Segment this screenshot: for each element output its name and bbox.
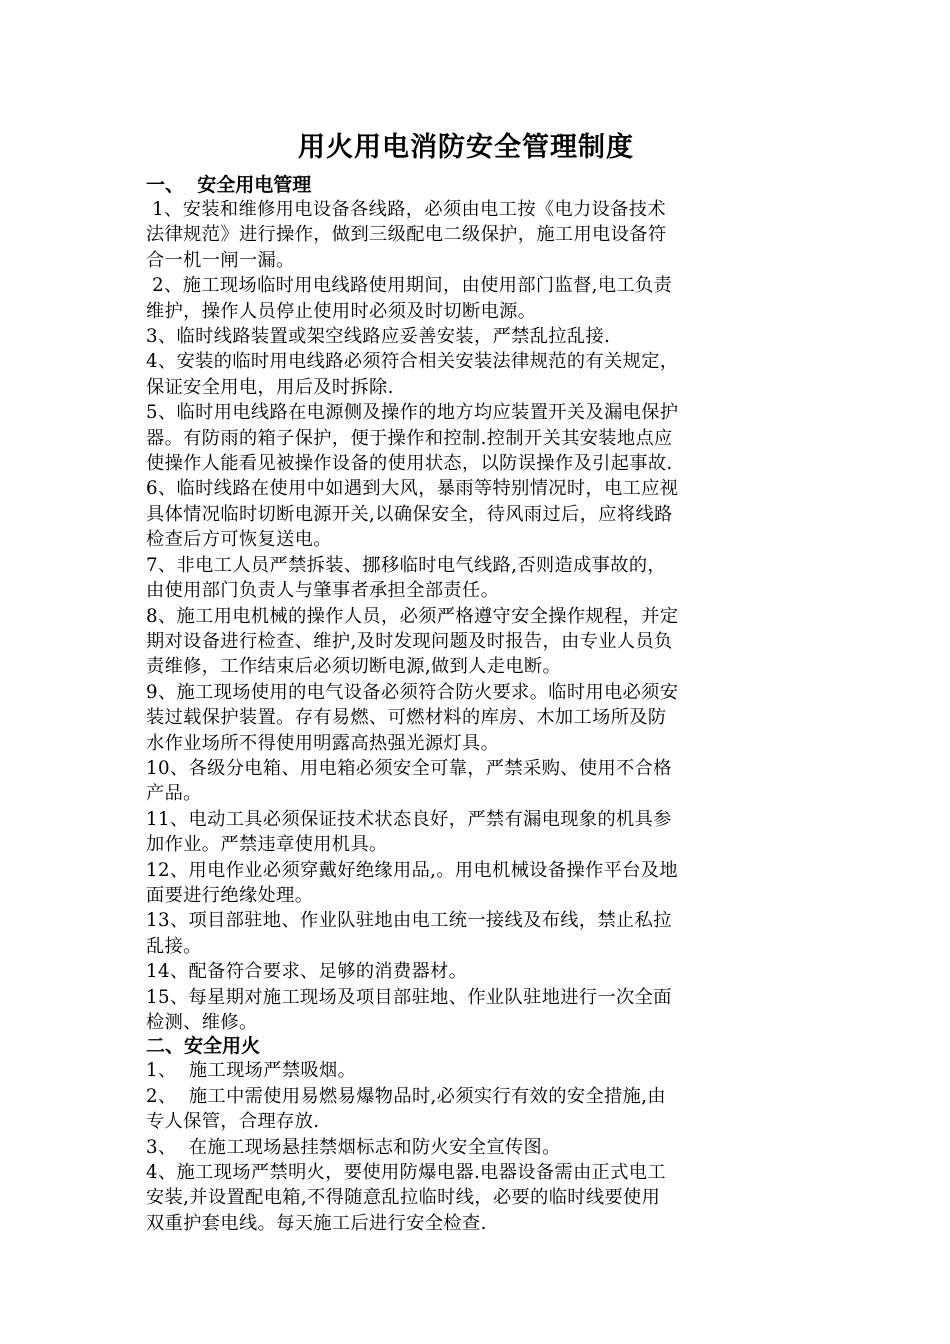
list-item <box>146 476 786 552</box>
list-item <box>146 324 786 349</box>
paragraph-line: 13、项目部驻地、作业队驻地由电工统一接线及布线，禁止私拉 <box>146 910 672 932</box>
paragraph-line: 保证安全用电，用后及时拆除. <box>146 376 394 398</box>
paragraph-line: 2、施工现场临时用电线路使用期间，由使用部门监督,电工负责 <box>146 275 673 297</box>
paragraph-line: 装过载保护装置。存有易燃、可燃材料的库房、木加工场所及防 <box>146 707 667 729</box>
paragraph-line: 检测、维修。 <box>146 1012 258 1033</box>
paragraph-line: 乱接。 <box>146 935 202 957</box>
document-page <box>146 128 786 1236</box>
list-item <box>146 349 786 400</box>
paragraph-line: 15、每星期对施工现场及项目部驻地、作业队驻地进行一次全面 <box>146 986 672 1008</box>
section-fire-items <box>146 1058 786 1236</box>
paragraph-line: 1、安装和维修用电设备各线路，必须由电工按《电力设备技术 <box>146 199 667 220</box>
list-item <box>146 756 786 807</box>
paragraph-line: 专人保管，合理存放. <box>146 1111 320 1133</box>
list-item <box>146 604 786 680</box>
paragraph-line: 4、施工现场严禁明火，要使用防爆电器.电器设备需由正式电工 <box>146 1162 667 1184</box>
paragraph-line: 合一机一闸一漏。 <box>146 249 295 271</box>
paragraph-line: 1、 施工现场严禁吸烟。 <box>146 1060 357 1082</box>
list-item <box>146 1058 786 1083</box>
list-item <box>146 680 786 756</box>
list-item <box>146 959 786 984</box>
paragraph-line: 7、非电工人员严禁拆装、挪移临时电气线路,否则造成事故的， <box>146 554 667 576</box>
list-item <box>146 273 786 324</box>
paragraph-line: 产品。 <box>146 783 202 805</box>
list-item <box>146 807 786 858</box>
list-item <box>146 1084 786 1135</box>
paragraph-line: 8、施工用电机械的操作人员，必须严格遵守安全操作规程，并定 <box>146 605 679 627</box>
paragraph-line: 10、各级分电箱、用电箱必须安全可靠，严禁采购、使用不合格 <box>146 757 672 779</box>
paragraph-line: 检查后方可恢复送电。 <box>146 529 332 551</box>
list-item <box>146 197 786 273</box>
paragraph-line: 面要进行绝缘处理。 <box>146 884 314 906</box>
paragraph-line: 水作业场所不得使用明露高热强光源灯具。 <box>146 732 500 754</box>
paragraph-line: 4、安装的临时用电线路必须符合相关安装法律规范的有关规定， <box>146 351 679 373</box>
list-item <box>146 1160 786 1236</box>
paragraph-line: 5、临时用电线路在电源侧及操作的地方均应装置开关及漏电保护 <box>146 402 679 424</box>
paragraph-line: 安装,并设置配电箱,不得随意乱拉临时线，必要的临时线要使用 <box>146 1187 661 1209</box>
list-item <box>146 985 786 1036</box>
paragraph-line: 9、施工现场使用的电气设备必须符合防火要求。临时用电必须安 <box>146 681 679 703</box>
paragraph-line: 2、 施工中需使用易燃易爆物品时,必须实行有效的安全措施,由 <box>146 1085 666 1107</box>
list-item <box>146 858 786 909</box>
paragraph-line: 双重护套电线。每天施工后进行安全检查. <box>146 1212 487 1234</box>
section-heading-electricity: 一、 安全用电管理 <box>146 174 312 196</box>
paragraph-line: 6、临时线路在使用中如遇到大风，暴雨等特别情况时，电工应视 <box>146 478 679 500</box>
paragraph-line: 责维修，工作结束后必须切断电源,做到人走电断。 <box>146 656 562 678</box>
paragraph-line: 器。有防雨的箱子保护，便于操作和控制.控制开关其安装地点应 <box>146 427 673 449</box>
section-heading-fire: 二、安全用火 <box>146 1035 261 1058</box>
paragraph-line: 加作业。严禁违章使用机具。 <box>146 834 388 856</box>
list-item <box>146 908 786 959</box>
list-item <box>146 400 786 476</box>
paragraph-line: 法律规范》进行操作，做到三级配电二级保护，施工用电设备符 <box>146 224 667 246</box>
section-electricity-items <box>146 197 786 1035</box>
paragraph-line: 11、电动工具必须保证技术状态良好，严禁有漏电现象的机具参 <box>146 808 672 830</box>
list-item <box>146 553 786 604</box>
document-title: 用火用电消防安全管理制度 <box>298 132 634 163</box>
paragraph-line: 使操作人能看见被操作设备的使用状态，以防误操作及引起事故. <box>146 453 673 475</box>
paragraph-line: 3、 在施工现场悬挂禁烟标志和防火安全宣传图。 <box>146 1136 561 1158</box>
paragraph-line: 14、配备符合要求、足够的消费器材。 <box>146 961 468 983</box>
paragraph-line: 由使用部门负责人与肇事者承担全部责任。 <box>146 580 500 602</box>
paragraph-line: 12、用电作业必须穿戴好绝缘用品,。用电机械设备操作平台及地 <box>146 859 678 881</box>
paragraph-line: 期对设备进行检查、维护,及时发现问题及时报告，由专业人员负 <box>146 630 673 652</box>
list-item <box>146 1135 786 1160</box>
paragraph-line: 维护，操作人员停止使用时必须及时切断电源。 <box>146 300 537 322</box>
paragraph-line: 具体情况临时切断电源开关,以确保安全，待风雨过后，应将线路 <box>146 503 673 525</box>
paragraph-line: 3、临时线路装置或架空线路应妥善安装，严禁乱拉乱接. <box>146 326 611 348</box>
